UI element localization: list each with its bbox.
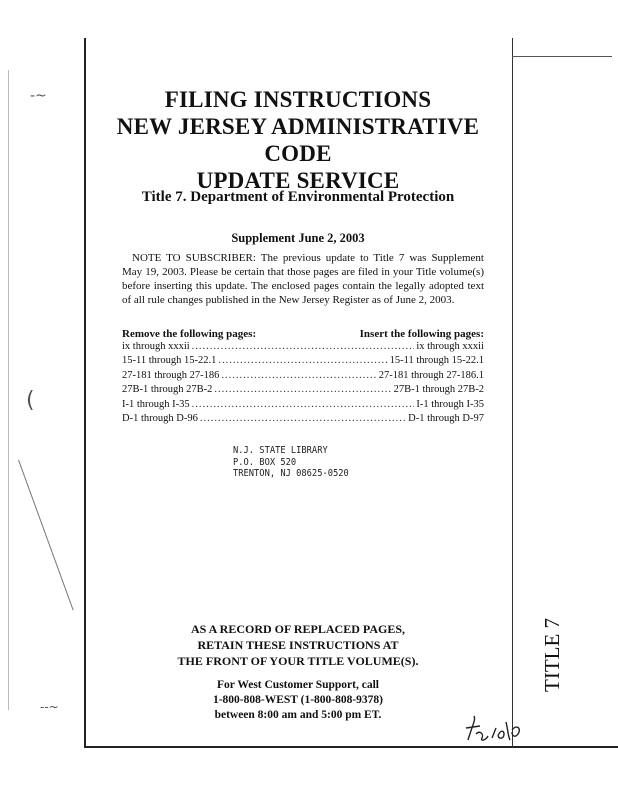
subscriber-note [122,251,484,307]
tab-top-line [512,56,612,57]
scan-bracket-mark: ( [26,388,35,413]
remove-pages: ix through xxxii [122,341,190,352]
remove-pages: I-1 through I-35 [122,398,190,410]
insert-pages: 27-181 through 27-186.1 [378,369,484,381]
customer-support-info [86,678,510,723]
table-row [122,384,484,398]
dot-leader [192,399,415,410]
remove-pages: 27-181 through 27-186 [122,369,220,381]
dot-leader [218,355,387,366]
note-lead: NOTE TO SUBSCRIBER: [132,252,256,264]
table-row [122,399,484,413]
stamp-line-2: P.O. BOX 520 [233,456,297,468]
insert-header: Insert the following pages: [359,328,484,340]
page-bottom-border [84,746,618,748]
stamp-line-1: N.J. STATE LIBRARY [233,445,328,456]
scan-speck-mark-2: --~ [40,700,59,714]
tab-divider-line [512,38,513,748]
title-heading: Title 7. Department of Environmental Protection [141,189,455,205]
filing-instructions-header [86,86,510,194]
header-line-1: FILING INSTRUCTIONS [164,87,432,112]
scan-speck-mark: -~ [30,88,47,104]
insert-pages: I-1 through I-35 [416,398,484,410]
dot-leader [214,384,391,395]
handwritten-signature-icon [462,712,526,746]
dot-leader [221,370,376,381]
insert-pages: 27B-1 through 27B-2 [393,384,484,396]
dot-leader [200,413,406,424]
insert-pages: D-1 through D-97 [408,412,484,424]
remove-pages: 15-11 through 15-22.1 [122,355,217,367]
remove-pages: D-1 through D-96 [122,412,198,424]
record-line-2: RETAIN THESE INSTRUCTIONS AT [197,638,399,652]
table-row [122,355,484,369]
table-header [122,328,484,340]
library-address-stamp [233,445,349,480]
stamp-line-3: TRENTON, NJ 08625-0520 [233,468,349,479]
dot-leader [192,341,415,352]
header-line-2: NEW JERSEY ADMINISTRATIVE CODE [116,114,480,166]
record-line-1: AS A RECORD OF REPLACED PAGES, [190,622,406,636]
record-line-3: THE FRONT OF YOUR TITLE VOLUME(S). [177,654,419,668]
remove-header: Remove the following pages: [122,328,257,340]
header-line-3: UPDATE SERVICE [196,168,400,193]
page-replacement-table [122,328,484,427]
table-row [122,370,484,384]
support-line-3: between 8:00 am and 5:00 pm ET. [214,709,382,721]
table-row [122,341,484,355]
supplement-date: Supplement June 2, 2003 [231,231,365,245]
insert-pages: 15-11 through 15-22.1 [389,355,484,367]
remove-pages: 27B-1 through 27B-2 [122,384,213,396]
table-row [122,413,484,427]
record-instructions [86,621,510,669]
support-line-1: For West Customer Support, call [217,679,379,691]
note-body: The previous update to Title 7 was Supplement May 19, 2003. Please be certain that those pages are filed in your Title volume(s) before inserting this update. The enclosed pages contain the legally adopted text of all rule changes published in the New Jersey Register as of June 2, 2003. [122,252,484,306]
scan-edge-line [8,70,9,710]
support-line-2: 1-800-808-WEST (1-800-808-9378) [212,694,384,706]
scan-artifact-line [18,460,74,611]
tab-label-text: TITLE 7 [540,617,564,692]
insert-pages: ix through xxxii [416,341,484,352]
